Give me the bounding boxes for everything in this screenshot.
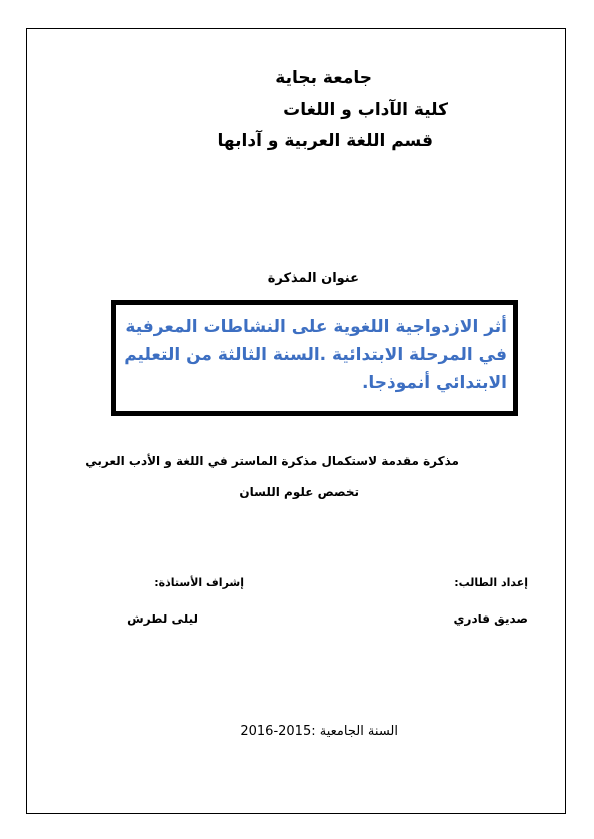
prepared-by-label: إعداد الطالب: xyxy=(454,576,528,589)
thesis-description: مذكرة مقدمة لاستكمال مذكرة الماستر في اللغة و الأدب العربي xyxy=(85,454,459,468)
thesis-title: أثر الازدواجية اللغوية على النشاطات المعرفية في المرحلة الابتدائية .السنة الثالثة من التعليم الابتدائي أنموذجا. xyxy=(124,317,507,393)
supervision-label: إشراف الأستاذة: xyxy=(154,576,244,589)
thesis-title-box xyxy=(111,300,518,416)
thesis-title-label: عنوان المذكرة xyxy=(267,271,359,286)
department-name: قسم اللغة العربية و آدابها xyxy=(217,131,433,151)
student-name: صديق قادري xyxy=(453,612,528,626)
university-name: جامعة بجاية xyxy=(275,68,372,88)
supervisor-name: ليلى لطرش xyxy=(127,612,198,626)
faculty-name: كلية الآداب و اللغات xyxy=(283,100,448,120)
academic-year: السنة الجامعية :2015-2016 xyxy=(240,724,398,739)
thesis-specialty: تخصص علوم اللسان xyxy=(239,485,359,499)
